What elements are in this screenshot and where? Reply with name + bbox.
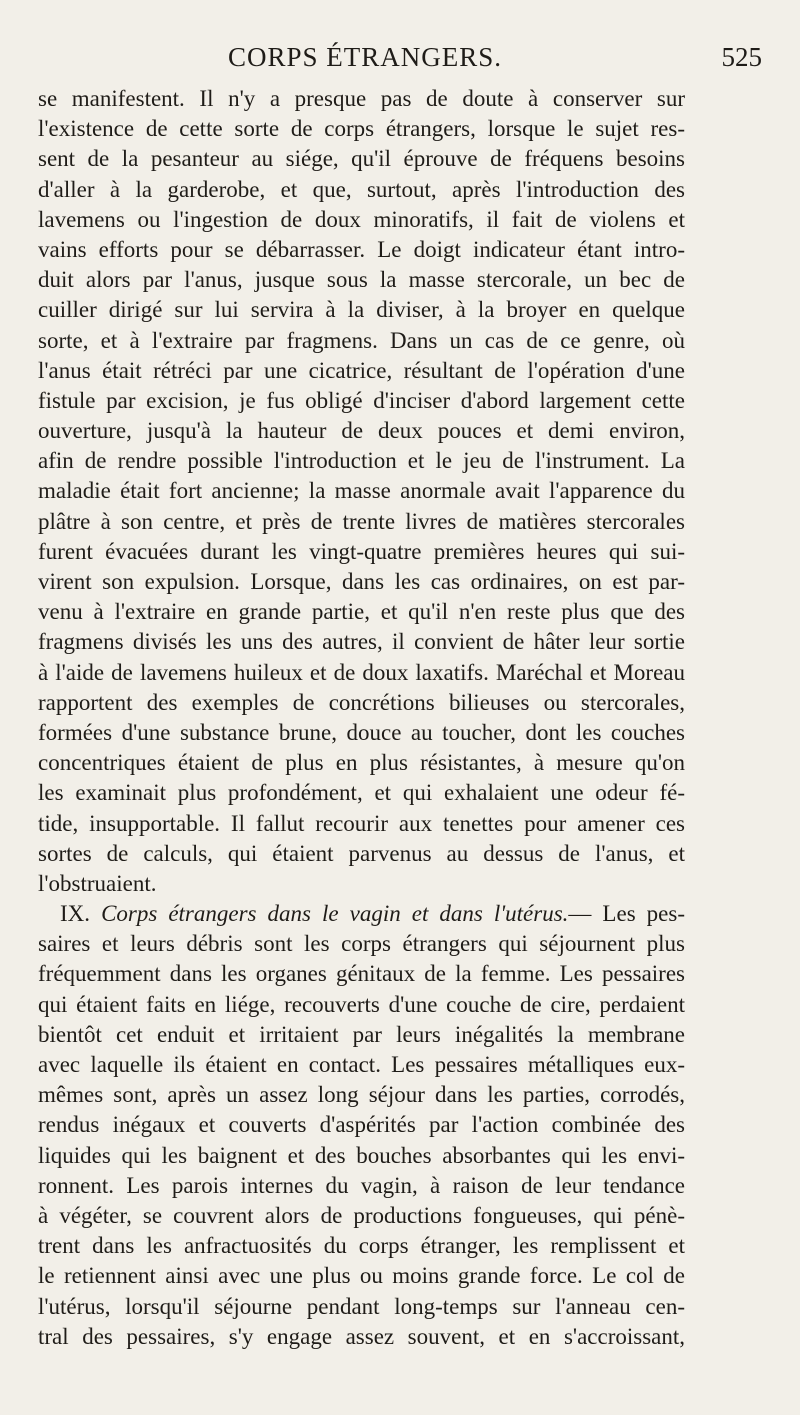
text-line: le retiennent ainsi avec une plus ou moins grande force. Le col de [38,1263,685,1289]
text-line: l'anus était rétréci par une cicatrice, résultant de l'opération d'une [38,357,685,383]
text-line: lavemens ou l'ingestion de doux minoratifs, il fait de violens et [38,206,685,232]
body-text [38,84,685,1352]
text-line: sent de la pesanteur au siége, qu'il éprouve de fréquens besoins [38,146,685,172]
text-line: cuiller dirigé sur lui servira à la diviser, à la broyer en quelque [38,297,685,323]
text-line: avec laquelle ils étaient en contact. Les pessaires métalliques eux- [38,1052,685,1077]
text-line: fragmens divisés les uns des autres, il convient de hâter leur sortie [38,629,685,655]
text-line: l'existence de cette sorte de corps étrangers, lorsque le sujet res- [38,116,685,142]
text-line: trent dans les anfractuosités du corps étranger, les remplissent et [38,1233,685,1259]
text-line: fréquemment dans les organes génitaux de la femme. Les pessaires [38,961,685,987]
text-line: mêmes sont, après un assez long séjour dans les parties, corrodés, [38,1082,685,1108]
text-line: afin de rendre possible l'introduction et le jeu de l'instrument. La [38,448,685,474]
text-line: les examinait plus profondément, et qui exhalaient une odeur fé- [38,780,685,806]
text-line: rendus inégaux et couverts d'aspérités par l'action combinée des [38,1112,685,1138]
text-line: tide, insupportable. Il fallut recourir aux tenettes pour amener ces [38,810,685,836]
paragraph-stercoral-concretions [38,84,685,899]
text-line: sorte, et à l'extraire par fragmens. Dans un cas de ce genre, où [38,327,685,353]
text-line: concentriques étaient de plus en plus résistantes, à mesure qu'on [38,750,685,776]
text-line: duit alors par l'anus, jusque sous la masse stercorale, un bec de [38,267,685,293]
text-line: furent évacuées durant les vingt-quatre premières heures qui sui- [38,538,685,564]
text-line: ouverture, jusqu'à la hauteur de deux pouces et demi environ, [38,418,685,444]
text-line: qui étaient faits en liége, recouverts d'une couche de cire, perdaient [38,991,685,1017]
section-heading-line [38,899,685,929]
page-header [38,40,762,76]
paragraph-section-ix [38,899,685,1352]
section-first-line-text: — Les pes- [568,901,685,927]
text-line: maladie était fort ancienne; la masse anormale avait l'apparence du [38,478,685,504]
text-line: virent son expulsion. Lorsque, dans les cas ordinaires, on est par- [38,569,685,594]
text-line: fistule par excision, je fus obligé d'inciser d'abord largement cette [38,387,685,413]
text-line: formées d'une substance brune, douce au toucher, dont les couches [38,719,685,745]
text-line: à végéter, se couvrent alors de productions fongueuses, qui pénè- [38,1202,685,1228]
running-title: CORPS ÉTRANGERS. [228,42,503,72]
text-line: tral des pessaires, s'y engage assez souvent, et en s'accroissant, [38,1323,685,1349]
text-line: se manifestent. Il n'y a presque pas de doute à conserver sur [38,86,685,111]
text-line: à l'aide de lavemens huileux et de doux laxatifs. Maréchal et Moreau [38,659,685,685]
text-line: plâtre à son centre, et près de trente livres de matières stercorales [38,508,685,534]
text-line: d'aller à la garderobe, et que, surtout, après l'introduction des [38,176,685,202]
text-line: saires et leurs débris sont les corps étrangers qui séjournent plus [38,931,685,957]
text-line: vains efforts pour se débarrasser. Le doigt indicateur étant intro- [38,236,685,262]
page-number: 525 [721,42,762,72]
section-title: Corps étrangers dans le vagin et dans l'utérus. [101,901,569,927]
section-number: IX. [60,901,91,927]
text-line: rapportent des exemples de concrétions bilieuses ou stercorales, [38,689,685,715]
text-line: bientôt cet enduit et irritaient par leurs inégalités la membrane [38,1021,685,1047]
text-line: l'obstruaient. [38,870,157,896]
text-line: sortes de calculs, qui étaient parvenus au dessus de l'anus, et [38,840,685,866]
text-line: liquides qui les baignent et des bouches absorbantes qui les envi- [38,1142,685,1168]
text-line: venu à l'extraire en grande partie, et qu'il n'en reste plus que des [38,599,685,625]
text-line: ronnent. Les parois internes du vagin, à raison de leur tendance [38,1172,685,1198]
text-line: l'utérus, lorsqu'il séjourne pendant long-temps sur l'anneau cen- [38,1293,685,1319]
